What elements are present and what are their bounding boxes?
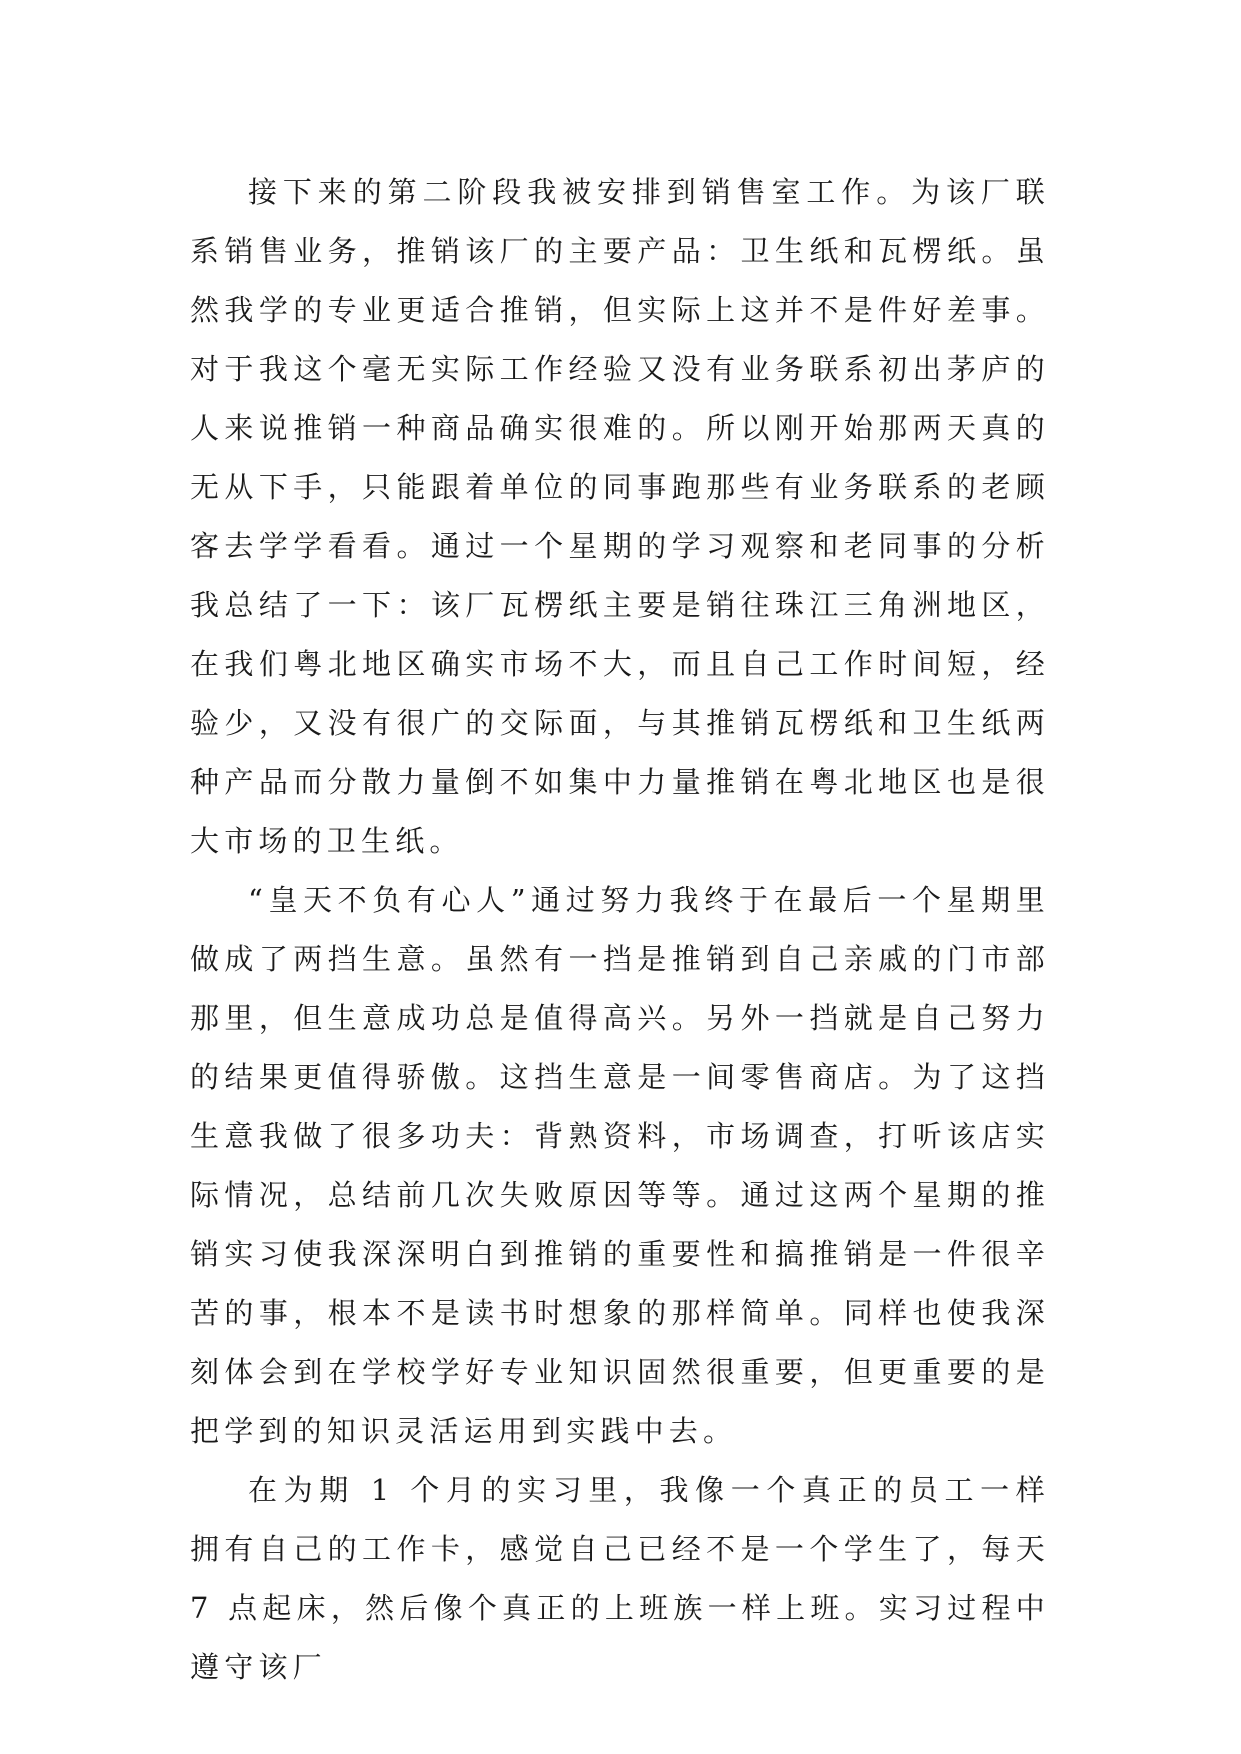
paragraph-sales-stage: 接下来的第二阶段我被安排到销售室工作。为该厂联系销售业务，推销该厂的主要产品：卫生纸和瓦楞纸。虽然我学的专业更适合推销，但实际上这并不是件好差事。对于我这个毫无实际工作经验又没有业务联系初出茅庐的人来说推销一种商品确实很难的。所以刚开始那两天真的无从下手，只能跟着单位的同事跑那些有业务联系的老顾客去学学看看。通过一个星期的学习观察和老同事的分析我总结了一下：该厂瓦楞纸主要是销往珠江三角洲地区，在我们粤北地区确实市场不大，而且自己工作时间短，经验少，又没有很广的交际面，与其推销瓦楞纸和卫生纸两种产品而分散力量倒不如集中力量推销在粤北地区也是很大市场的卫生纸。 [190, 175, 1050, 858]
paragraph-internship-month: 在为期 1 个月的实习里，我像一个真正的员工一样拥有自己的工作卡，感觉自己已经不是一个学生了，每天 7 点起床，然后像个真正的上班族一样上班。实习过程中遵守该厂 [190, 1473, 1050, 1684]
document-body [190, 163, 1050, 1697]
paragraph-hard-work: “皇天不负有心人”通过努力我终于在最后一个星期里做成了两挡生意。虽然有一挡是推销到自己亲戚的门市部那里，但生意成功总是值得高兴。另外一挡就是自己努力的结果更值得骄傲。这挡生意是一间零售商店。为了这挡生意我做了很多功夫：背熟资料，市场调查，打听该店实际情况，总结前几次失败原因等等。通过这两个星期的推销实习使我深深明白到推销的重要性和搞推销是一件很辛苦的事，根本不是读书时想象的那样简单。同样也使我深刻体会到在学校学好专业知识固然很重要，但更重要的是把学到的知识灵活运用到实践中去。 [190, 883, 1050, 1448]
